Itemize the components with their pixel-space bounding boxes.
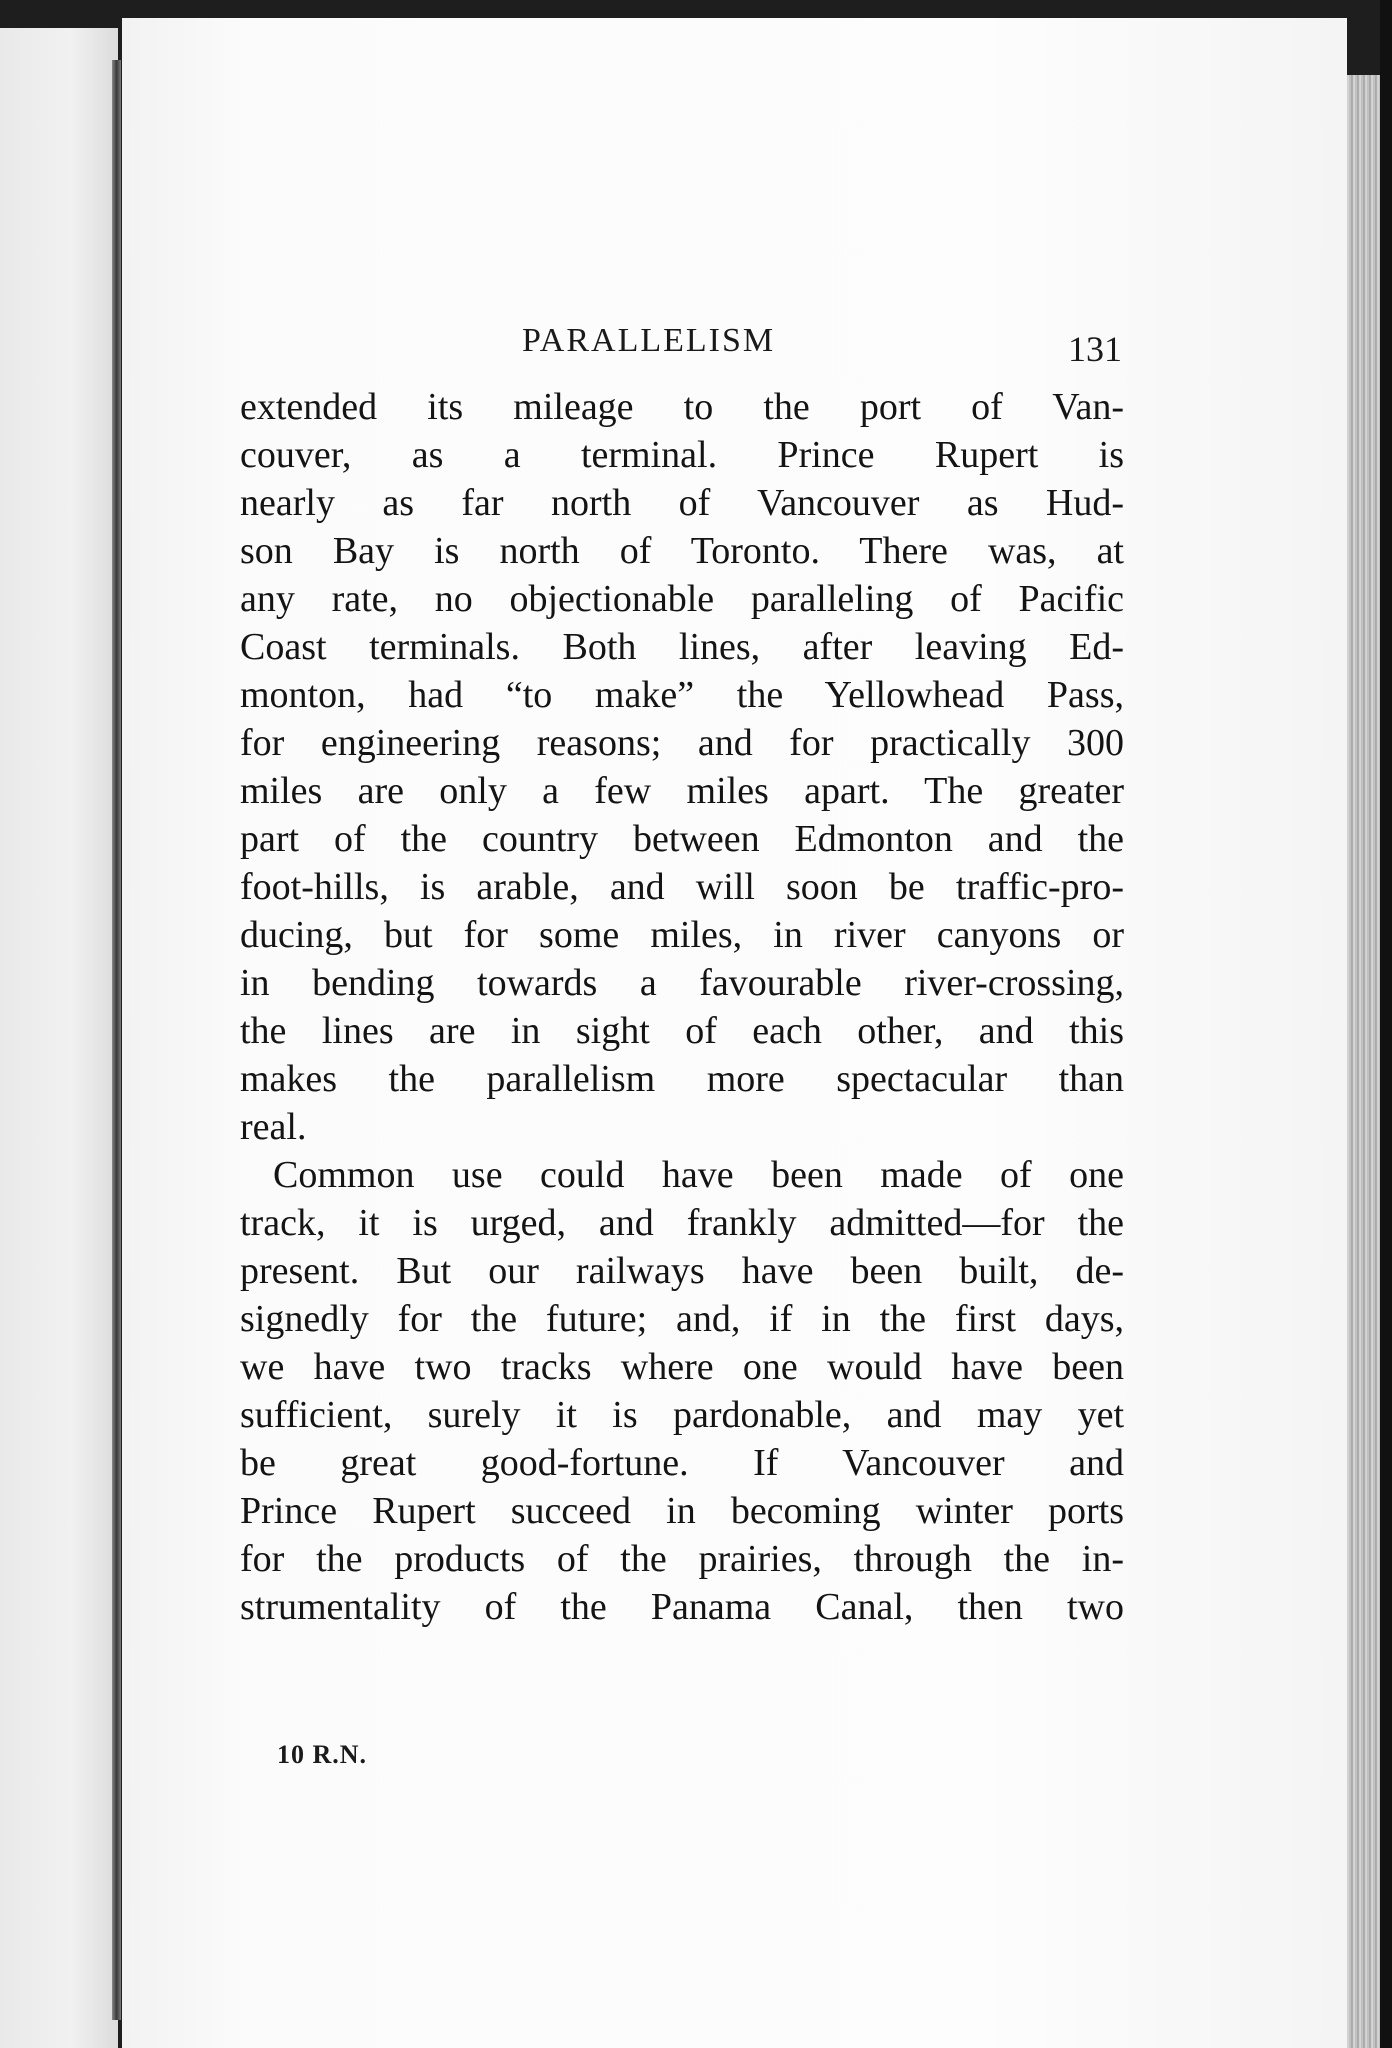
text-line: ducing, but for some miles, in river canyons or xyxy=(240,914,1124,956)
text-line: extended its mileage to the port of Van- xyxy=(240,386,1124,428)
text-line: be great good-fortune. If Vancouver and xyxy=(240,1442,1124,1484)
running-head xyxy=(122,318,1347,378)
book-page xyxy=(122,18,1347,2048)
printer-signature-mark: 10 R.N. xyxy=(277,1740,368,1769)
text-line: miles are only a few miles apart. The greater xyxy=(240,770,1124,812)
text-line: for engineering reasons; and for practically 300 xyxy=(240,722,1124,764)
text-line: signedly for the future; and, if in the first days, xyxy=(240,1298,1124,1340)
text-line: real. xyxy=(240,1106,307,1148)
text-line: track, it is urged, and frankly admitted—for the xyxy=(240,1202,1124,1244)
text-line: son Bay is north of Toronto. There was, at xyxy=(240,530,1124,572)
text-line: couver, as a terminal. Prince Rupert is xyxy=(240,434,1124,476)
body-text xyxy=(240,383,1124,1631)
text-line: Coast terminals. Both lines, after leaving Ed- xyxy=(240,626,1124,668)
text-line: makes the parallelism more spectacular than xyxy=(240,1058,1124,1100)
text-line: the lines are in sight of each other, and this xyxy=(240,1010,1124,1052)
text-line: strumentality of the Panama Canal, then two xyxy=(240,1586,1124,1628)
text-line: part of the country between Edmonton and the xyxy=(240,818,1124,860)
text-line: Common use could have been made of one xyxy=(273,1154,1124,1196)
text-line: monton, had “to make” the Yellowhead Pass, xyxy=(240,674,1124,716)
scan-border xyxy=(1380,0,1392,2048)
text-line: present. But our railways have been built, de- xyxy=(240,1250,1124,1292)
text-line: Prince Rupert succeed in becoming winter ports xyxy=(240,1490,1124,1532)
previous-page-edge xyxy=(0,28,118,2048)
page-number: 131 xyxy=(1068,329,1122,369)
text-line: foot-hills, is arable, and will soon be traffic-pro- xyxy=(240,866,1124,908)
text-line: we have two tracks where one would have been xyxy=(240,1346,1124,1388)
text-line: for the products of the prairies, through the in- xyxy=(240,1538,1124,1580)
text-line: nearly as far north of Vancouver as Hud- xyxy=(240,482,1124,524)
text-line: in bending towards a favourable river-crossing, xyxy=(240,962,1124,1004)
running-title: PARALLELISM xyxy=(522,322,776,359)
book-gutter xyxy=(112,60,121,2020)
text-line: sufficient, surely it is pardonable, and may yet xyxy=(240,1394,1124,1436)
text-line: any rate, no objectionable paralleling of Pacific xyxy=(240,578,1124,620)
